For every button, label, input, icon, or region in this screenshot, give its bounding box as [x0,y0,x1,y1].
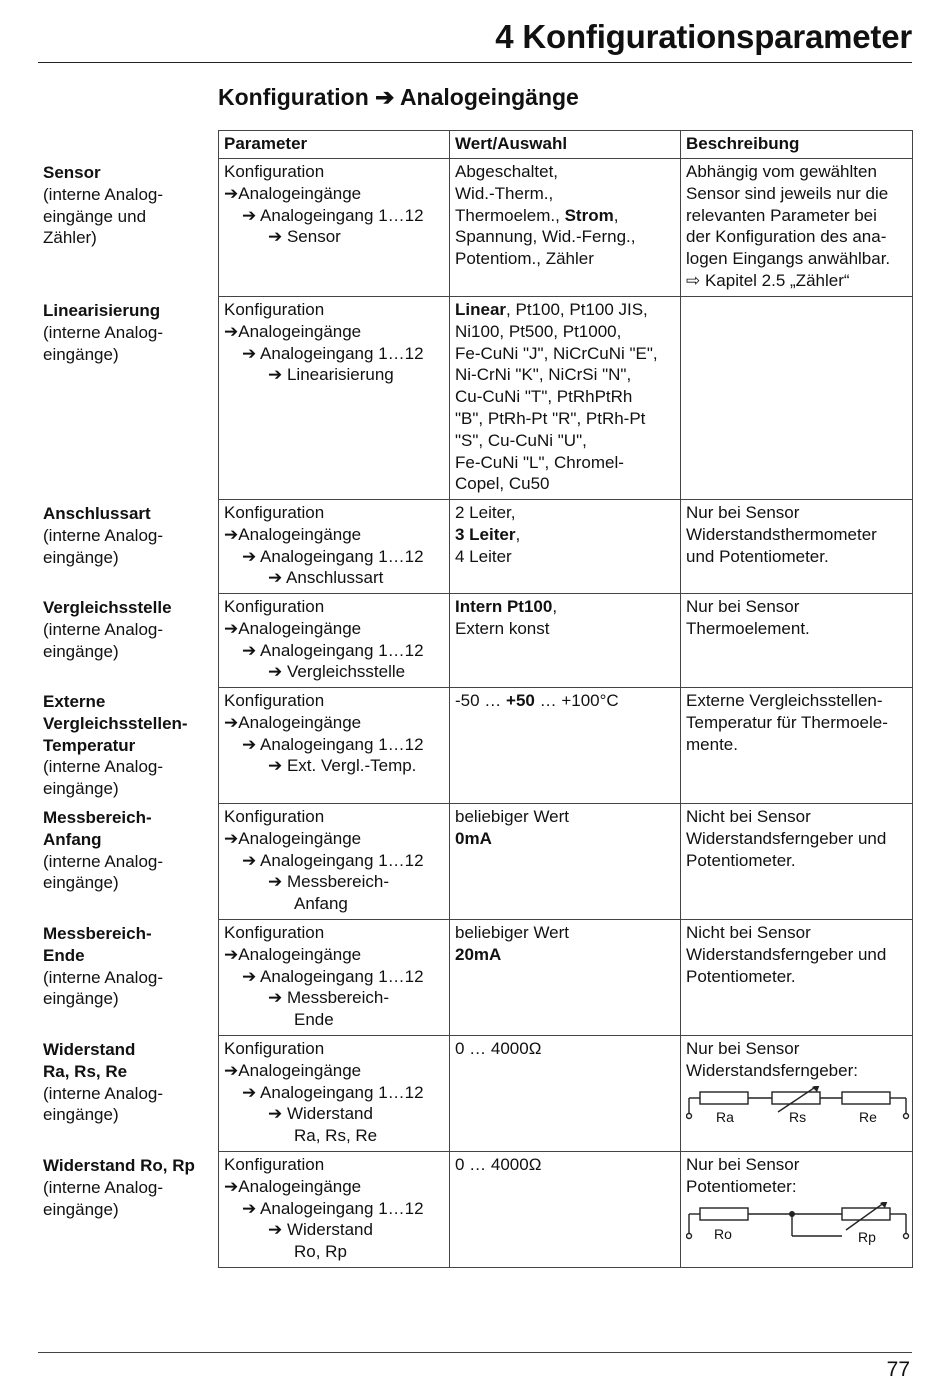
circuit-label-re: Re [859,1108,877,1125]
resistance-transmitter-circuit-diagram [686,1086,910,1126]
section-title: Konfiguration ➔ Analogeingänge [218,84,579,110]
table-header-row [219,131,913,159]
row-label-sensor: Sensor (interne Analog- eingänge und Zähler) [43,163,164,248]
table-row [219,159,913,297]
default-value: Intern Pt100 [455,597,553,616]
default-value: +50 [506,691,535,710]
value-cell: -50 … +50 … +100°C [450,688,681,804]
table-row [219,804,913,920]
param-path-cell: Konfiguration ➔Analogeingänge ➔ Analogeingang 1…12 ➔ Anschlussart [219,500,450,594]
row-label-widerstand-ro-rp: Widerstand Ro, Rp (interne Analog- eingänge) [43,1156,195,1219]
description-cell: Nur bei Sensor Thermoelement. [681,594,913,688]
description-cell: Nur bei Sensor Potentiometer: Ro Rp [681,1152,913,1268]
default-value: Strom [564,205,614,225]
description-cell: Abhängig vom gewählten Sensor sind jeweils nur die relevanten Parameter bei der Konfiguration des ana- logen Eingangs anwählbar. ⇨ Kapitel 2.5 „Zähler“ [681,159,913,297]
description-cell [681,297,913,500]
value-cell: 0 … 4000Ω [450,1036,681,1152]
circuit-label-ra: Ra [716,1108,734,1125]
row-label-ext-vergleichsstelle: Externe Vergleichsstellen- Temperatur (interne Analog- eingänge) [43,692,188,799]
circuit-label-rp: Rp [858,1228,876,1245]
table-row [219,297,913,500]
parameter-table [218,130,913,1268]
param-path-cell: Konfiguration ➔Analogeingänge ➔ Analogeingang 1…12 ➔ Messbereich- Ende [219,920,450,1036]
default-value: 0mA [455,828,492,848]
circuit-label-ro: Ro [714,1225,732,1242]
table-row [219,1152,913,1268]
row-label-messbereich-anfang: Messbereich- Anfang (interne Analog- eingänge) [43,808,164,893]
value-cell: Abgeschaltet, Wid.-Therm., Thermoelem., Strom, Spannung, Wid.-Ferng., Potentiom., Zähler [450,159,681,297]
param-path-cell: Konfiguration ➔Analogeingänge ➔ Analogeingang 1…12 ➔ Widerstand Ra, Rs, Re [219,1036,450,1152]
row-label-anschlussart: Anschlussart (interne Analog- eingänge) [43,504,164,567]
value-cell: Linear, Pt100, Pt100 JIS, Ni100, Pt500, Pt1000, Fe-CuNi "J", NiCrCuNi "E", Ni-CrNi "K", NiCrSi "N", Cu-CuNi "T", PtRhPtRh "B", PtRh-Pt "R", PtRh-Pt "S", Cu-CuNi "U", Fe-CuNi "L", Chromel- Copel, Cu50 [450,297,681,500]
chapter-title: 4 Konfigurationsparameter [495,18,912,55]
header-wert-auswahl: Wert/Auswahl [450,131,681,159]
chapter-reference-link[interactable]: ⇨ Kapitel 2.5 „Zähler“ [686,270,850,290]
table-row [219,1036,913,1152]
default-value: Linear [455,300,507,319]
value-cell: 0 … 4000Ω [450,1152,681,1268]
param-path-cell: Konfiguration ➔Analogeingänge ➔ Analogeingang 1…12 ➔ Sensor [219,159,450,297]
row-label-messbereich-ende: Messbereich- Ende (interne Analog- eingänge) [43,924,164,1009]
header-beschreibung: Beschreibung [681,131,913,159]
value-cell: beliebiger Wert 20mA [450,920,681,1036]
table-row [219,688,913,804]
row-label-widerstand-ra-rs-re: Widerstand Ra, Rs, Re (interne Analog- eingänge) [43,1040,164,1125]
description-cell: Nur bei Sensor Widerstandsthermometer und Potentiometer. [681,500,913,594]
param-path-cell: Konfiguration ➔Analogeingänge ➔ Analogeingang 1…12 ➔ Ext. Vergl.-Temp. [219,688,450,804]
header-parameter: Parameter [219,131,450,159]
table-row [219,594,913,688]
description-cell: Externe Vergleichsstellen- Temperatur für Thermoele- mente. [681,688,913,804]
table-row [219,920,913,1036]
description-cell: Nicht bei Sensor Widerstandsferngeber und Potentiometer. [681,804,913,920]
param-path-cell: Konfiguration ➔Analogeingänge ➔ Analogeingang 1…12 ➔ Messbereich- Anfang [219,804,450,920]
value-cell: 2 Leiter, 3 Leiter, 4 Leiter [450,500,681,594]
potentiometer-circuit-diagram [686,1202,910,1246]
description-cell: Nur bei Sensor Widerstandsferngeber: Ra Rs Re [681,1036,913,1152]
row-label-vergleichsstelle: Vergleichsstelle (interne Analog- eingänge) [43,598,172,661]
description-cell: Nicht bei Sensor Widerstandsferngeber und Potentiometer. [681,920,913,1036]
header-rule [38,62,912,63]
default-value: 20mA [455,944,502,964]
param-path-cell: Konfiguration ➔Analogeingänge ➔ Analogeingang 1…12 ➔ Widerstand Ro, Rp [219,1152,450,1268]
default-value: 3 Leiter [455,524,516,544]
value-cell: beliebiger Wert 0mA [450,804,681,920]
page-number: 77 [886,1358,910,1381]
footer-rule [38,1352,912,1353]
circuit-label-rs: Rs [789,1108,807,1125]
table-row [219,500,913,594]
param-path-cell: Konfiguration ➔Analogeingänge ➔ Analogeingang 1…12 ➔ Linearisierung [219,297,450,500]
param-path-cell: Konfiguration ➔Analogeingänge ➔ Analogeingang 1…12 ➔ Vergleichsstelle [219,594,450,688]
value-cell: Intern Pt100, Extern konst [450,594,681,688]
row-label-linearisierung: Linearisierung (interne Analog- eingänge) [43,301,164,364]
